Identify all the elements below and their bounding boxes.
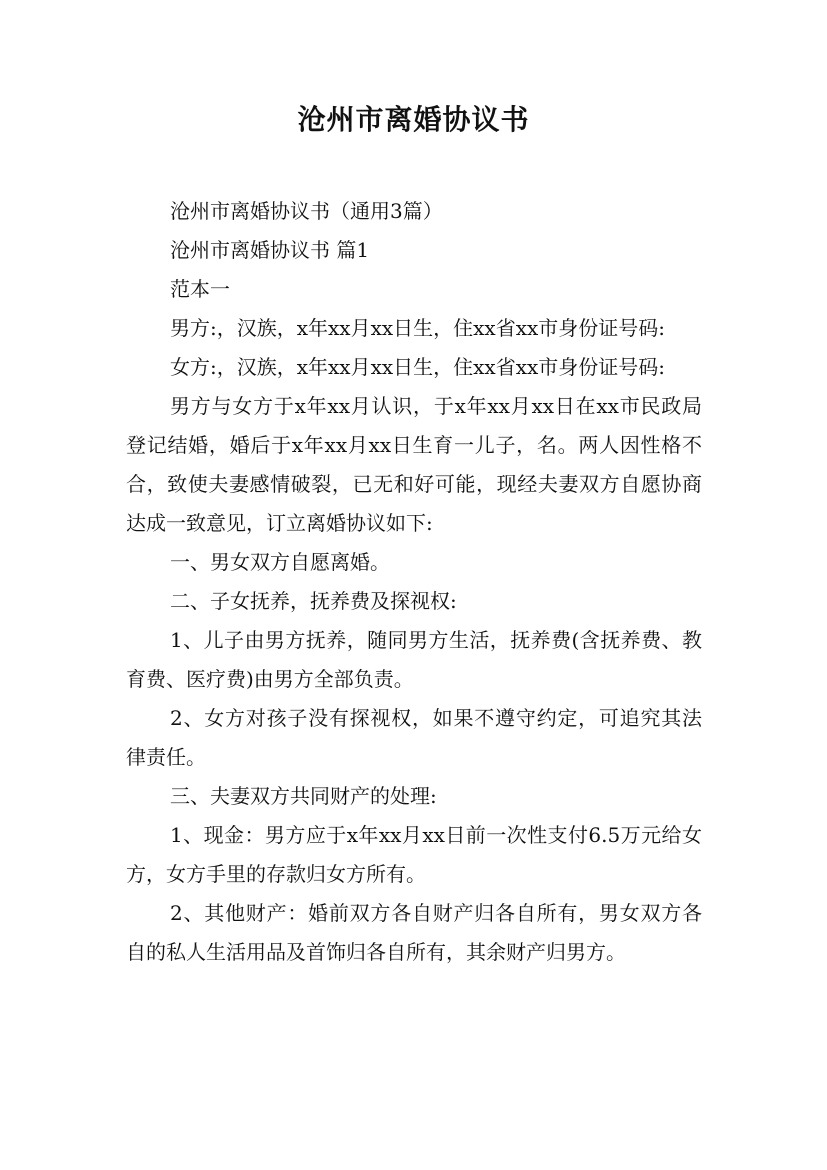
paragraph-marriage-background: 男方与女方于x年xx月认识，于x年xx月xx日在xx市民政局登记结婚，婚后于x年xx月xx日生育一儿子，名。两人因性格不合，致使夫妻感情破裂，已无和好可能，现经夫妻双方自愿协商达成一致意见，订立离婚协议如下:	[126, 394, 702, 535]
paragraph-clause-1: 一、男女双方自愿离婚。	[170, 550, 390, 574]
paragraph-clause-3-item-2: 2、其他财产：婚前双方各自财产归各自所有，男女双方各自的私人生活用品及首饰归各自所有，其余财产归男方。	[126, 901, 702, 964]
paragraph-clause-2: 二、子女抚养，抚养费及探视权:	[170, 589, 457, 613]
document-body	[126, 192, 702, 972]
document-title: 沧州市离婚协议书	[297, 103, 530, 136]
paragraph-collection-title: 沧州市离婚协议书（通用3篇）	[170, 199, 443, 223]
paragraph-clause-3-item-1: 1、现金：男方应于x年xx月xx日前一次性支付6.5万元给女方，女方手里的存款归女方所有。	[126, 823, 702, 886]
paragraph-clause-2-item-2: 2、女方对孩子没有探视权，如果不遵守约定，可追究其法律责任。	[126, 706, 702, 769]
paragraph-part-heading: 沧州市离婚协议书 篇1	[170, 238, 370, 262]
paragraph-template-label: 范本一	[170, 277, 230, 301]
paragraph-clause-2-item-1: 1、儿子由男方抚养，随同男方生活，抚养费(含抚养费、教育费、医疗费)由男方全部负责。	[126, 628, 702, 691]
paragraph-male-party: 男方:，汉族，x年xx月xx日生，住xx省xx市身份证号码:	[170, 316, 665, 340]
paragraph-clause-3: 三、夫妻双方共同财产的处理:	[170, 784, 437, 808]
paragraph-female-party: 女方:，汉族，x年xx月xx日生，住xx省xx市身份证号码:	[170, 355, 665, 379]
